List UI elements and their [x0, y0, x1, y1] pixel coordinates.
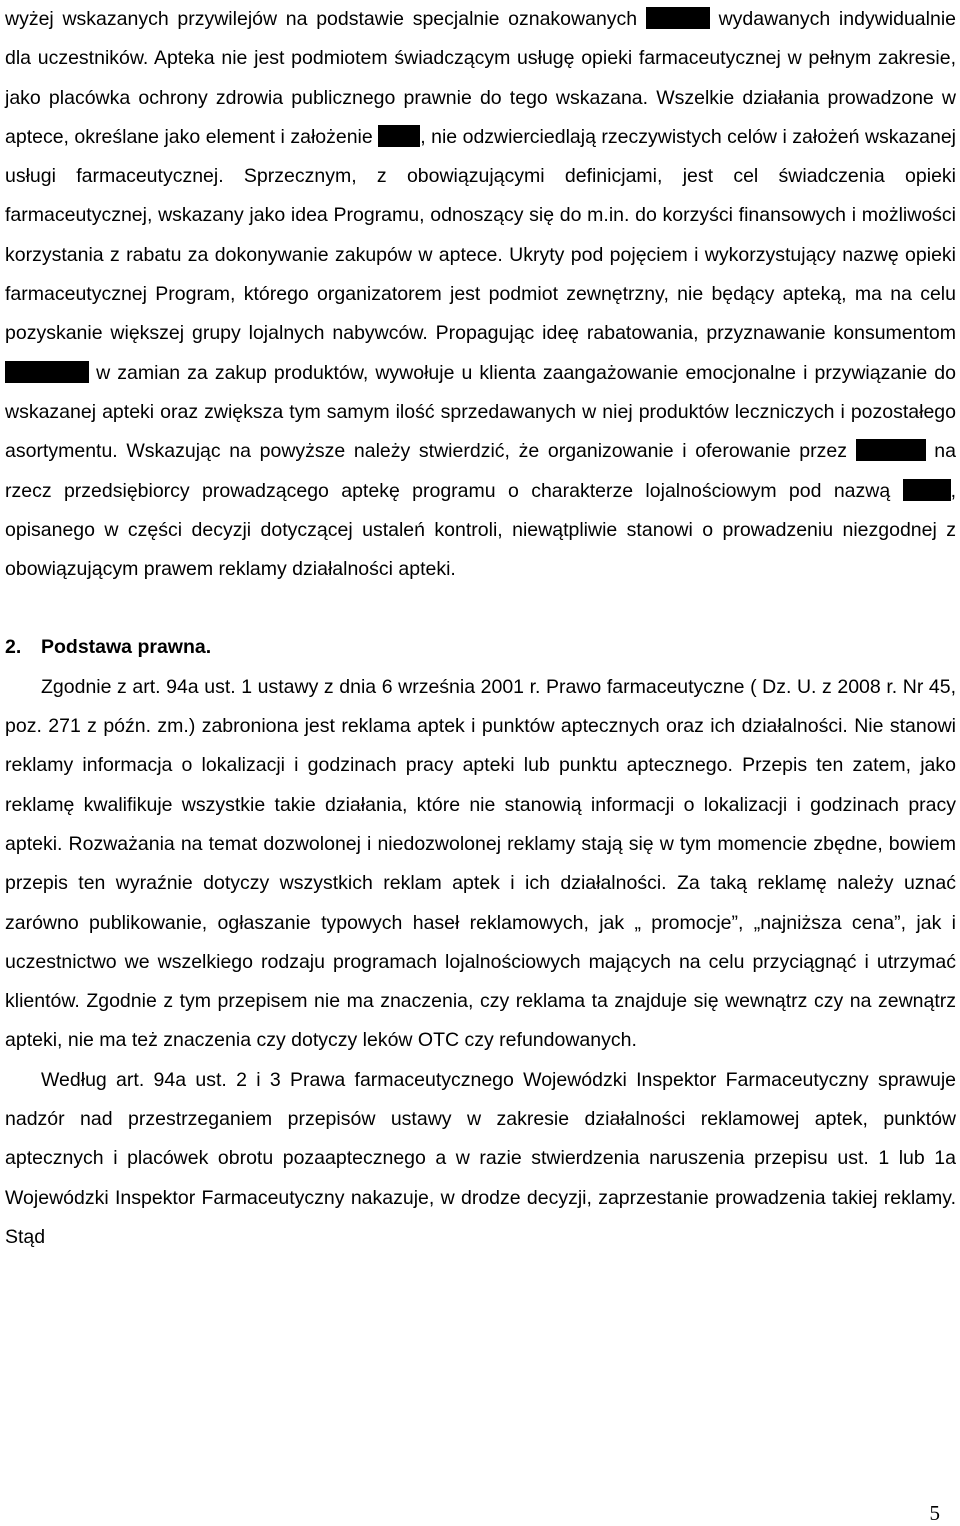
section-title: Podstawa prawna.	[41, 636, 212, 659]
redacted-block	[903, 479, 951, 501]
page-number: 5	[929, 1501, 940, 1525]
paragraph-text: wydawanych indywidualnie dla uczestników. Apteka nie jest podmiotem świadczącym usługę opieki farmaceutycznej w pełnym zakresie, jako placówka ochrony zdrowia publicznego prawnie do tego wskazana. Wszelkie działania prowadzone w aptece, określane jako element i założenie	[5, 8, 956, 148]
paragraph-text: w zamian za zakup produktów, wywołuje u klienta zaangażowanie emocjonalne i przywiązanie do wskazanej apteki oraz zwiększa tym samym ilość sprzedawanych w niej produktów leczniczych i pozostałego asortymentu. Wskazując na powyższe należy stwierdzić, że organizowanie i oferowanie przez	[5, 361, 956, 463]
paragraph-text: wyżej wskazanych przywilejów na podstawie specjalnie oznakowanych	[5, 8, 638, 30]
paragraph-text: na rzecz przedsiębiorcy prowadzącego aptekę programu o charakterze lojalnościowym pod nazwą	[5, 440, 956, 502]
section-number: 2.	[5, 636, 22, 659]
spacer	[5, 589, 956, 628]
redacted-block	[856, 439, 926, 461]
section-heading	[5, 628, 956, 667]
document-page	[5, 0, 956, 1257]
paragraph-program-description	[5, 0, 956, 589]
paragraph-text: , nie odzwierciedlają rzeczywistych celów i założeń wskazanej usługi farmaceutycznej. Sprzecznym, z obowiązującymi definicjami, jest cel świadczenia opieki farmaceutycznej, wskazany jako idea Programu, odnoszący się do m.in. do korzyści finansowych i możliwości korzystania z rabatu za dokonywanie zakupów w aptece. Ukryty pod pojęciem i wykorzystujący nazwę opieki farmaceutycznej Program, którego organizatorem jest podmiot zewnętrzny, nie będący apteką, ma na celu pozyskanie większej grupy lojalnych nabywców. Propagując ideę rabatowania, przyznawanie konsumentom	[5, 125, 956, 345]
paragraph-inspector-authority: Według art. 94a ust. 2 i 3 Prawa farmaceutycznego Wojewódzki Inspektor Farmaceutyczny sprawuje nadzór nad przestrzeganiem przepisów ustawy w zakresie działalności reklamowej aptek, punktów aptecznych i placówek obrotu pozaaptecznego a w razie stwierdzenia naruszenia przepisu ust. 1 lub 1a Wojewódzki Inspektor Farmaceutyczny nakazuje, w drodze decyzji, zaprzestanie prowadzenia takiej reklamy. Stąd	[5, 1068, 956, 1248]
paragraph-text: , opisanego w części decyzji dotyczącej ustaleń kontroli, niewątpliwie stanowi o prowadzeniu niezgodnej z obowiązującym prawem reklamy działalności apteki.	[5, 479, 956, 581]
redacted-block	[5, 361, 89, 383]
redacted-block	[378, 125, 420, 147]
paragraph-legal-basis: Zgodnie z art. 94a ust. 1 ustawy z dnia 6 września 2001 r. Prawo farmaceutyczne ( Dz. U. z 2008 r. Nr 45, poz. 271 z późn. zm.) zabroniona jest reklama aptek i punktów aptecznych oraz ich działalności. Nie stanowi reklamy informacja o lokalizacji i godzinach pracy apteki lub punktu aptecznego. Przepis ten zatem, jako reklamę kwalifikuje wszystkie takie działania, które nie stanowią informacji o lokalizacji i godzinach pracy apteki. Rozważania na temat dozwolonej i niedozwolonej reklamy stają się w tym momencie zbędne, bowiem przepis ten wyraźnie dotyczy wszystkich reklam aptek i ich działalności. Za taką reklamę należy uznać zarówno publikowanie, ogłaszanie typowych haseł reklamowych, jak „ promocje”, „najniższa cena”, jak i uczestnictwo we wszelkiego rodzaju programach lojalnościowych mających na celu przyciągnąć i utrzymać klientów. Zgodnie z tym przepisem nie ma znaczenia, czy reklama ta znajduje się wewnątrz czy na zewnątrz apteki, nie ma też znaczenia czy dotyczy leków OTC czy refundowanych.	[5, 675, 956, 1052]
redacted-block	[646, 7, 710, 29]
